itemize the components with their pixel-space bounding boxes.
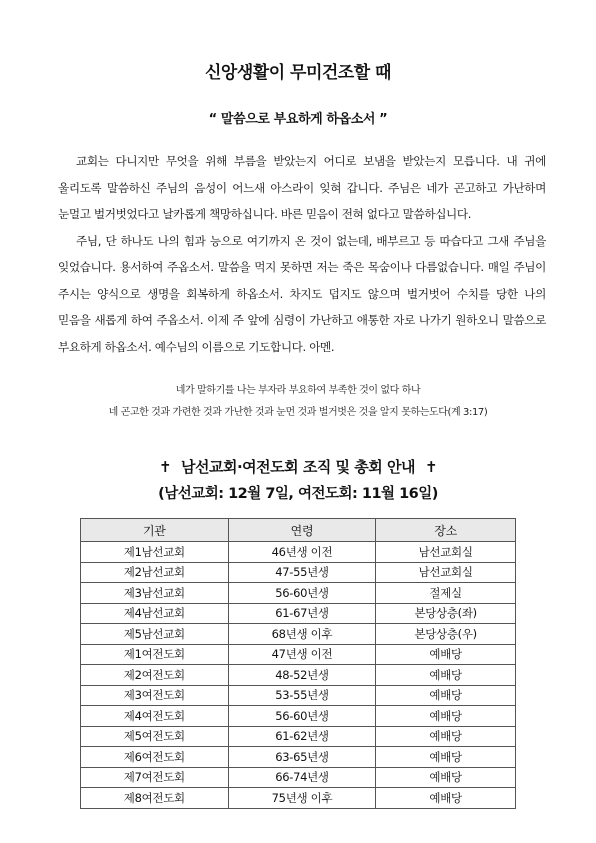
prayer-paragraph: 주님, 단 하나도 나의 힘과 능으로 여기까지 온 것이 없는데, 배부르고 등 따습다고 그새 주님을 잊었습니다. 용서하여 주옵소서. 말씀을 먹지 못하면 저는 죽은 목숨이나 다름없습니다. 매일 주님이 주시는 양식으로 생명을 회복하게 하옵소서. 차지도 덥지도 않으며 벌거벗어 수치를 당한 나의 믿음을 새롭게 하여 주옵소서. 이제 주 앞에 심령이 가난하고 애통한 자로 나가기 원하오니 말씀으로 부요하게 하옵소서. 예수님의 이름으로 기도합니다. 아멘.	[58, 233, 546, 354]
column-header-organization: 기관	[81, 519, 229, 542]
prayer-paragraph: 교회는 다니지만 무엇을 위해 부름을 받았는지 어디로 보냄을 받았는지 모릅니다. 내 귀에 울리도록 말씀하신 주님의 음성이 어느새 아스라이 잊혀 갑니다. 주님은 네가 곤고하고 가난하며 눈멀고 벌거벗었다고 날카롭게 책망하십니다. 바른 믿음이 전혀 없다고 말씀하십니다.	[58, 154, 546, 221]
cell-age: 53-55년생	[228, 685, 376, 706]
cross-icon: ✝	[424, 458, 438, 476]
cell-age: 61-67년생	[228, 603, 376, 624]
table-row	[81, 685, 516, 706]
cell-age: 61-62년생	[228, 726, 376, 747]
cell-place: 예배당	[376, 706, 516, 727]
cell-organization: 제3여전도회	[81, 685, 229, 706]
cell-place: 본당상층(좌)	[376, 603, 516, 624]
table-row	[81, 767, 516, 788]
cell-place: 본당상층(우)	[376, 624, 516, 645]
cell-age: 46년생 이전	[228, 542, 376, 563]
cell-place: 예배당	[376, 665, 516, 686]
cell-organization: 제2여전도회	[81, 665, 229, 686]
cell-age: 56-60년생	[228, 583, 376, 604]
section-title-text: 남선교회·여전도회 조직 및 총회 안내	[181, 458, 415, 476]
cell-organization: 제4여전도회	[81, 706, 229, 727]
prayer-text	[58, 148, 546, 360]
section-subtitle: (남선교회: 12월 7일, 여전도회: 11월 16일)	[158, 486, 438, 502]
cell-place: 남선교회실	[376, 542, 516, 563]
cross-icon: ✝	[158, 458, 172, 476]
cell-age: 48-52년생	[228, 665, 376, 686]
cell-organization: 제1남선교회	[81, 542, 229, 563]
cell-organization: 제6여전도회	[81, 747, 229, 768]
cell-age: 47년생 이전	[228, 644, 376, 665]
cell-age: 68년생 이후	[228, 624, 376, 645]
page-subtitle: “ 말씀으로 부요하게 하옵소서 ”	[208, 112, 388, 127]
cell-place: 예배당	[376, 726, 516, 747]
cell-place: 남선교회실	[376, 562, 516, 583]
organization-table	[80, 518, 516, 809]
cell-organization: 제5남선교회	[81, 624, 229, 645]
section-title	[0, 456, 596, 477]
table-row	[81, 665, 516, 686]
page-title: 신앙생활이 무미건조할 때	[205, 63, 391, 83]
cell-place: 예배당	[376, 788, 516, 809]
cell-age: 63-65년생	[228, 747, 376, 768]
cell-organization: 제8여전도회	[81, 788, 229, 809]
verse-line: 네 곤고한 것과 가련한 것과 가난한 것과 눈먼 것과 벌거벗은 것을 알지 못하는도다(계 3:17)	[108, 407, 488, 418]
column-header-age: 연령	[228, 519, 376, 542]
cell-place: 예배당	[376, 747, 516, 768]
table-row	[81, 562, 516, 583]
cell-age: 56-60년생	[228, 706, 376, 727]
table-row	[81, 583, 516, 604]
table-row	[81, 624, 516, 645]
table-header-row	[81, 519, 516, 542]
cell-organization: 제7여전도회	[81, 767, 229, 788]
cell-organization: 제1여전도회	[81, 644, 229, 665]
cell-organization: 제2남선교회	[81, 562, 229, 583]
table-row	[81, 788, 516, 809]
verse-line: 네가 말하기를 나는 부자라 부요하여 부족한 것이 없다 하나	[175, 385, 421, 396]
table-row	[81, 542, 516, 563]
cell-organization: 제3남선교회	[81, 583, 229, 604]
table-row	[81, 603, 516, 624]
cell-place: 예배당	[376, 644, 516, 665]
table-row	[81, 644, 516, 665]
cell-age: 66-74년생	[228, 767, 376, 788]
table-row	[81, 706, 516, 727]
column-header-place: 장소	[376, 519, 516, 542]
cell-place: 절제실	[376, 583, 516, 604]
table-row	[81, 747, 516, 768]
cell-place: 예배당	[376, 685, 516, 706]
cell-age: 75년생 이후	[228, 788, 376, 809]
table-row	[81, 726, 516, 747]
cell-organization: 제5여전도회	[81, 726, 229, 747]
cell-organization: 제4남선교회	[81, 603, 229, 624]
cell-age: 47-55년생	[228, 562, 376, 583]
bible-verse	[0, 380, 596, 424]
cell-place: 예배당	[376, 767, 516, 788]
table-body	[81, 542, 516, 809]
